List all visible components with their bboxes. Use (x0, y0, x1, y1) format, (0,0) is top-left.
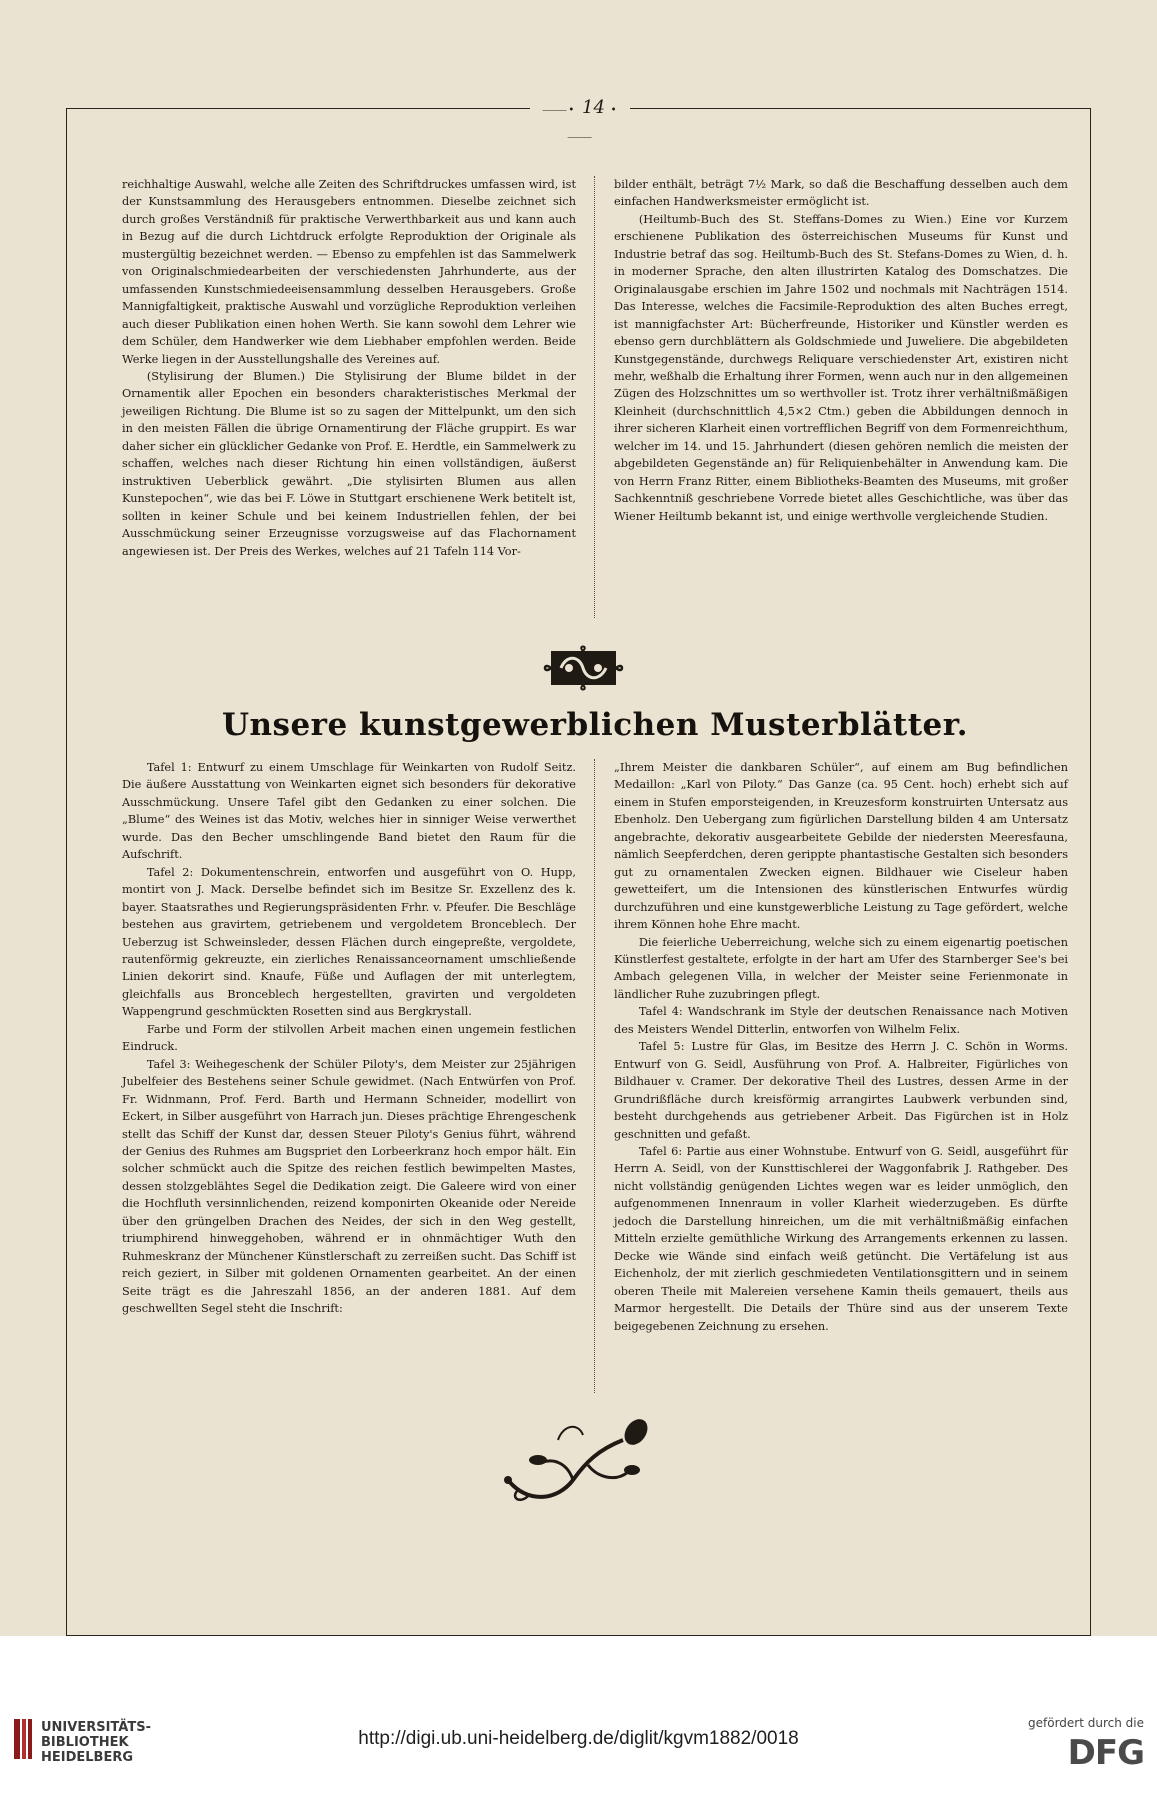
ornament-left-icon: ⸻• (541, 105, 577, 116)
paragraph: Die feierliche Ueberreichung, welche sich zu einem eigenartig poetischen Künstlerfest gestaltete, erfolgte in der hart am Ufer des Starnberger See's bei Ambach gelegenen Villa, in welcher der Meister seine Ferienmonate in ländlicher Ruhe zuzubringen pflegt. (614, 935, 1068, 1001)
floral-tailpiece-icon (498, 1410, 660, 1506)
paragraph: Tafel 4: Wandschrank im Style der deutschen Renaissance nach Motiven des Meisters Wendel Ditterlin, entworfen von Wilhelm Felix. (614, 1005, 1068, 1036)
library-name-line: BIBLIOTHEK (41, 1735, 129, 1750)
paragraph: (Heiltumb-Buch des St. Steffans-Domes zu Wien.) Eine vor Kurzem erschienene Publikation des österreichischen Museums für Kunst und Industrie betraf das sog. Heiltumb-Buch des St. Stefans-Domes zu Wien, d. h. in moderner Sprache, den alten illustrirten Katalog des Domschatzes. Die Originalausgabe erschien im Jahre 1502 und nochmals mit Nachträgen 1514. Das Interesse, welches die Facsimile-Reproduktion des alten Buches erregt, ist mannigfachster Art: Bücherfreunde, Historiker und Künstler werden es ebenso gern durchblättern als Goldschmiede und Juweliere. Die abgebildeten Kunstgegenstände, durchwegs Reliquare verschiedenster Art, existiren nicht mehr, weßhalb die Erhaltung ihrer Formen, wenn auch nur in den allgemeinen Zügen des Holzschnittes um so werthvoller ist. Trotz ihrer verhältnißmäßigen Kleinheit (durchschnittlich 4,5×2 Ctm.) geben die Abbildungen dennoch in ihrer sicheren Klarheit einen vortrefflichen Begriff von dem Formenreichthum, welcher im 14. und 15. Jahrhundert (diesen gehören nemlich die meisten der abgebildeten Gegenstände an) für Reliquienbehälter in Anwendung kam. Die von Herrn Franz Ritter, einem Bibliotheks-Beamten des Museums, mit großer Sachkenntniß geschriebene Vorrede bietet alles Geschichtliche, was über das Wiener Heiltumb bekannt ist, und einige werthvolle vergleichende Studien. (614, 212, 1068, 523)
paragraph: Tafel 5: Lustre für Glas, im Besitze des Herrn J. C. Schön in Worms. Entwurf von G. Seidl, Ausführung von Prof. A. Halbreiter, Figürliches von Bildhauer v. Cramer. Der dekorative Theil des Lustres, dessen Arme in der Grundrißfläche durch kreisförmig arrangirtes Laubwerk verbunden sind, besteht durchgehends aus getriebener Arbeit. Das Figürchen ist in Holz geschnitten und gefaßt. (614, 1040, 1068, 1141)
paragraph: reichhaltige Auswahl, welche alle Zeiten des Schriftdruckes umfassen wird, ist der Kunstsammlung des Herausgebers entnommen. Dieselbe zeichnet sich durch großes Verständniß für praktische Verwerthbarkeit aus und kann auch in Bezug auf die durch Lichtdruck erfolgte Reproduktion der Originale als mustergültig bezeichnet werden. — Ebenso zu empfehlen ist das Sammelwerk von Originalschmiedearbeiten der verschiedensten Jahrhunderte, aus der umfassenden Kunstschmiedeeisensammlung desselben Herausgebers. Große Mannigfaltigkeit, praktische Auswahl und vorzügliche Reproduktion verleihen auch dieser Publikation einen hohen Werth. Sie kann sowohl dem Lehrer wie dem Schüler, dem Handwerker wie dem Liebhaber empfohlen werden. Beide Werke liegen in der Ausstellungshalle des Vereines auf. (122, 178, 576, 366)
paragraph: (Stylisirung der Blumen.) Die Stylisirung der Blume bildet in der Ornamentik aller Epochen ein besonders charakteristisches Merkmal der jeweiligen Richtung. Die Blume ist so zu sagen der Mittelpunkt, um den sich in den meisten Fällen die übrige Ornamentirung der Fläche gruppirt. Es war daher sicher ein glücklicher Gedanke von Prof. E. Herdtle, ein Sammelwerk zu schaffen, welches nach dieser Richtung hin einen vollständigen, äußerst instruktiven Ueberblick gewährt. „Die stylisirten Blumen aus allen Kunstepochen“, wie das bei F. Löwe in Stuttgart erschienene Werk betitelt ist, sollten in keiner Schule und bei keinem Industriellen fehlen, der bei Ausschmückung seiner Erzeugnisse vorzugsweise auf das Flachornament angewiesen ist. Der Preis des Werkes, welches auf 21 Tafeln 114 Vor- (122, 369, 576, 558)
paragraph: „Ihrem Meister die dankbaren Schüler“, auf einem am Bug befindlichen Medaillon: „Karl von Piloty.“ Das Ganze (ca. 95 Cent. hoch) erhebt sich auf einem in Stufen emporsteigenden, in Kreuzesform konstruirten Untersatz aus Ebenholz. Den Uebergang zum figürlichen Darstellung bilden 4 am Untersatz angebrachte, dekorativ ausgearbeitete Gebilde der niedersten Meeresfauna, nämlich Seepferdchen, deren gerippte phantastische Gestalten sich besonders gut zu ornamentalen Zwecken eignen. Bildhauer wie Ciseleur haben gewetteifert, um die Intensionen des künstlerischen Entwurfes würdig durchzuführen und eine kunstgewerbliche Leistung zu Tage gefördert, welche ihrem Können hohe Ehre macht. (614, 761, 1068, 932)
funding-caption: gefördert durch die (1028, 1716, 1144, 1730)
ornament-right-icon: •⸻ (566, 105, 619, 143)
library-name-line: HEIDELBERG (41, 1750, 134, 1765)
top-left-column (122, 176, 576, 560)
page-number-header (530, 96, 630, 143)
digitization-footer (0, 1636, 1157, 1796)
paragraph: bilder enthält, beträgt 7½ Mark, so daß die Beschaffung desselben auch dem einfachen Handwerksmeister ermöglicht ist. (614, 178, 1068, 209)
bottom-right-column (614, 759, 1068, 1335)
bottom-left-column (122, 759, 576, 1318)
paragraph: Tafel 2: Dokumentenschrein, entworfen und ausgeführt von O. Hupp, montirt von J. Mack. Derselbe befindet sich im Besitze Sr. Exzellenz des k. bayer. Staatsrathes und Regierungspräsidenten Frhr. v. Pfeufer. Die Beschläge bestehen aus gravirtem, getriebenem und vergoldetem Bronceblech. Der Ueberzug ist Schweinsleder, dessen Flächen durch eingepreßte, vergoldete, rautenförmig gekreuzte, ein zierliches Renaissanceornament umschließende Linien dekorirt sind. Knaufe, Füße und Auflagen der mit unterlegtem, gleichfalls aus Bronceblech hergestellten, gravirten und vergoldeten Wappengrund geschmückten Rosetten sind aus Bergkrystall. (122, 865, 576, 1019)
ornamental-vignette-icon (541, 643, 626, 693)
page-number: 14 (582, 97, 605, 118)
paragraph: Tafel 1: Entwurf zu einem Umschlage für Weinkarten von Rudolf Seitz. Die äußere Ausstattung von Weinkarten eignet sich besonders für dekorative Ausschmückung. Unsere Tafel gibt den Gedanken zu einer solchen. Die „Blume“ des Weines ist das Motiv, welches hier in sinniger Weise verwerthet wurde. Das den Becher umschlingende Band bietet den Raum für die Aufschrift. (122, 761, 576, 862)
top-right-column (614, 176, 1068, 525)
section-heading: Unsere kunstgewerblichen Musterblätter. (221, 707, 969, 743)
paragraph: Farbe und Form der stilvollen Arbeit machen einen ungemein festlichen Eindruck. (122, 1022, 576, 1054)
paragraph: Tafel 3: Weihegeschenk der Schüler Piloty's, dem Meister zur 25jährigen Jubelfeier des Bestehens seiner Schule gewidmet. (Nach Entwürfen von Prof. Fr. Widnmann, Prof. Ferd. Barth und Hermann Schneider, modellirt von Eckert, in Silber ausgeführt von Harrach jun. Dieses prächtige Ehrengeschenk stellt das Schiff der Kunst dar, dessen Steuer Piloty's Genius führt, während der Genius des Ruhmes am Bugspriet den Lorbeerkranz hoch empor hält. Ein solcher schmückt auch die Spitze des reichen festlich bewimpelten Mastes, dessen stolzgeblähtes Segel die Dedikation zeigt. Die Galeere wird von einer die Hochfluth versinnlichenden, reizend komponirten Okeanide oder Nereide über den grüngelben Drachen des Neides, der sich in den Weg gestellt, triumphirend hinweggehoben, während er in ohnmächtiger Wuth den Ruhmeskranz der Münchener Künstlerschaft zu zerreißen sucht. Das Schiff ist reich geziert, in Silber mit goldenen Ornamenten gearbeitet. An der einen Seite trägt es die Jahreszahl 1856, an der anderen 1881. Auf dem geschwellten Segel steht die Inschrift: (122, 1057, 576, 1316)
column-divider (594, 176, 595, 618)
column-divider (594, 759, 595, 1393)
library-name-line: UNIVERSITÄTS- (41, 1720, 151, 1735)
dfg-logo: DFG (1067, 1733, 1144, 1773)
paragraph: Tafel 6: Partie aus einer Wohnstube. Entwurf von G. Seidl, ausgeführt für Herrn A. Seidl, von der Kunsttischlerei der Waggonfabrik J. Rathgeber. Des nicht vollständig genügenden Lichtes wegen war es leider unmöglich, den aufgenommenen Innenraum in voller Klarheit wiederzugeben. Es dürfte jedoch die Darstellung hinreichen, um die mit verhältnißmäßig einfachen Mitteln erzielte gemüthliche Wirkung des Arrangements erkennen zu lassen. Decke wie Wände sind einfach weiß getüncht. Die Vertäfelung ist aus Eichenholz, der mit zierlich geschmiedeten Ventilationsgittern und in seinem oberen Theile mit Malereien versehene Kamin theils gemauert, theils aus Marmor hergestellt. Die Details der Thüre sind aus der unserem Texte beigegebenen Zeichnung zu ersehen. (614, 1144, 1068, 1333)
source-url-link[interactable]: http://digi.ub.uni-heidelberg.de/diglit/kgvm1882/0018 (358, 1728, 799, 1749)
